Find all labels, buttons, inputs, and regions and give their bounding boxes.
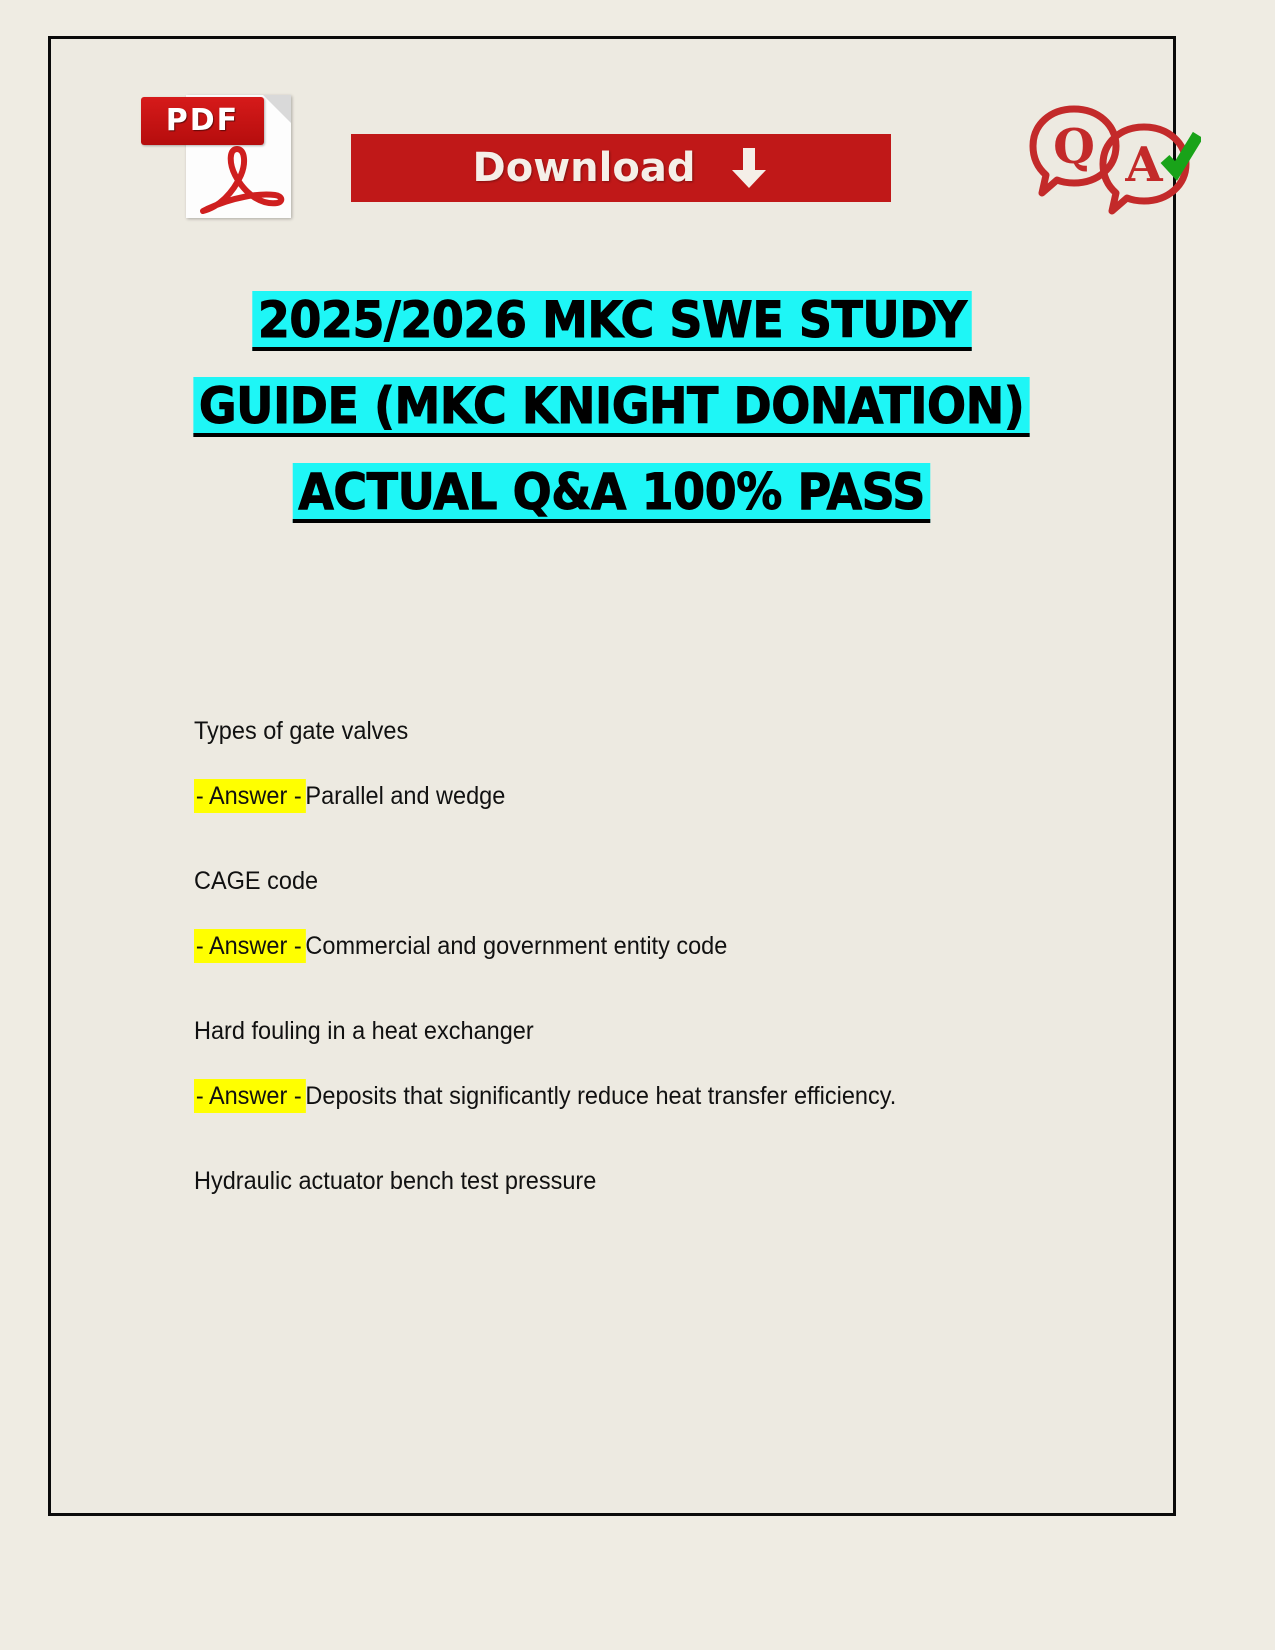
answer-text: Parallel and wedge: [305, 782, 506, 810]
qa-list: [194, 719, 1114, 1234]
download-button[interactable]: [351, 134, 891, 202]
answer-text: Commercial and government entity code: [305, 932, 728, 960]
down-arrow-icon: [729, 146, 769, 190]
svg-text:A: A: [1125, 137, 1163, 193]
download-button-label: Download: [472, 145, 696, 191]
answer-marker: - Answer -: [194, 929, 305, 963]
pdf-badge-label: PDF: [141, 97, 264, 145]
qa-item: [194, 719, 1114, 809]
answer-line: [194, 1084, 1059, 1109]
answer-line: [194, 784, 1059, 809]
header-row: [51, 39, 1173, 229]
qa-item: [194, 1019, 1114, 1109]
page-border-frame: [48, 36, 1176, 1516]
question-text: Hydraulic actuator bench test pressure: [194, 1167, 597, 1195]
answer-line: [194, 934, 1059, 959]
qa-item: [194, 1169, 1114, 1194]
pdf-file-icon: [141, 83, 291, 218]
question-text: Hard fouling in a heat exchanger: [194, 1017, 534, 1045]
title-line-1-text: 2025/2026 MKC SWE STUDY: [252, 291, 972, 351]
page-fold-corner-icon: [263, 95, 291, 123]
question-text: CAGE code: [194, 867, 319, 895]
title-line-3: [51, 463, 1173, 523]
question-text: Types of gate valves: [194, 717, 409, 745]
qa-item: [194, 869, 1114, 959]
title-line-2: [51, 377, 1173, 437]
qa-logo: [1026, 101, 1201, 216]
title-line-1: [51, 291, 1173, 351]
answer-marker: - Answer -: [194, 779, 305, 813]
document-title: [51, 291, 1173, 523]
svg-text:Q: Q: [1053, 119, 1095, 175]
acrobat-swirl-icon: [193, 141, 285, 217]
title-line-2-text: GUIDE (MKC KNIGHT DONATION): [194, 377, 1030, 437]
answer-marker: - Answer -: [194, 1079, 305, 1113]
title-line-3-text: ACTUAL Q&A 100% PASS: [293, 463, 931, 523]
answer-text: Deposits that significantly reduce heat transfer efficiency.: [305, 1082, 897, 1110]
green-check-icon: [1165, 135, 1198, 171]
